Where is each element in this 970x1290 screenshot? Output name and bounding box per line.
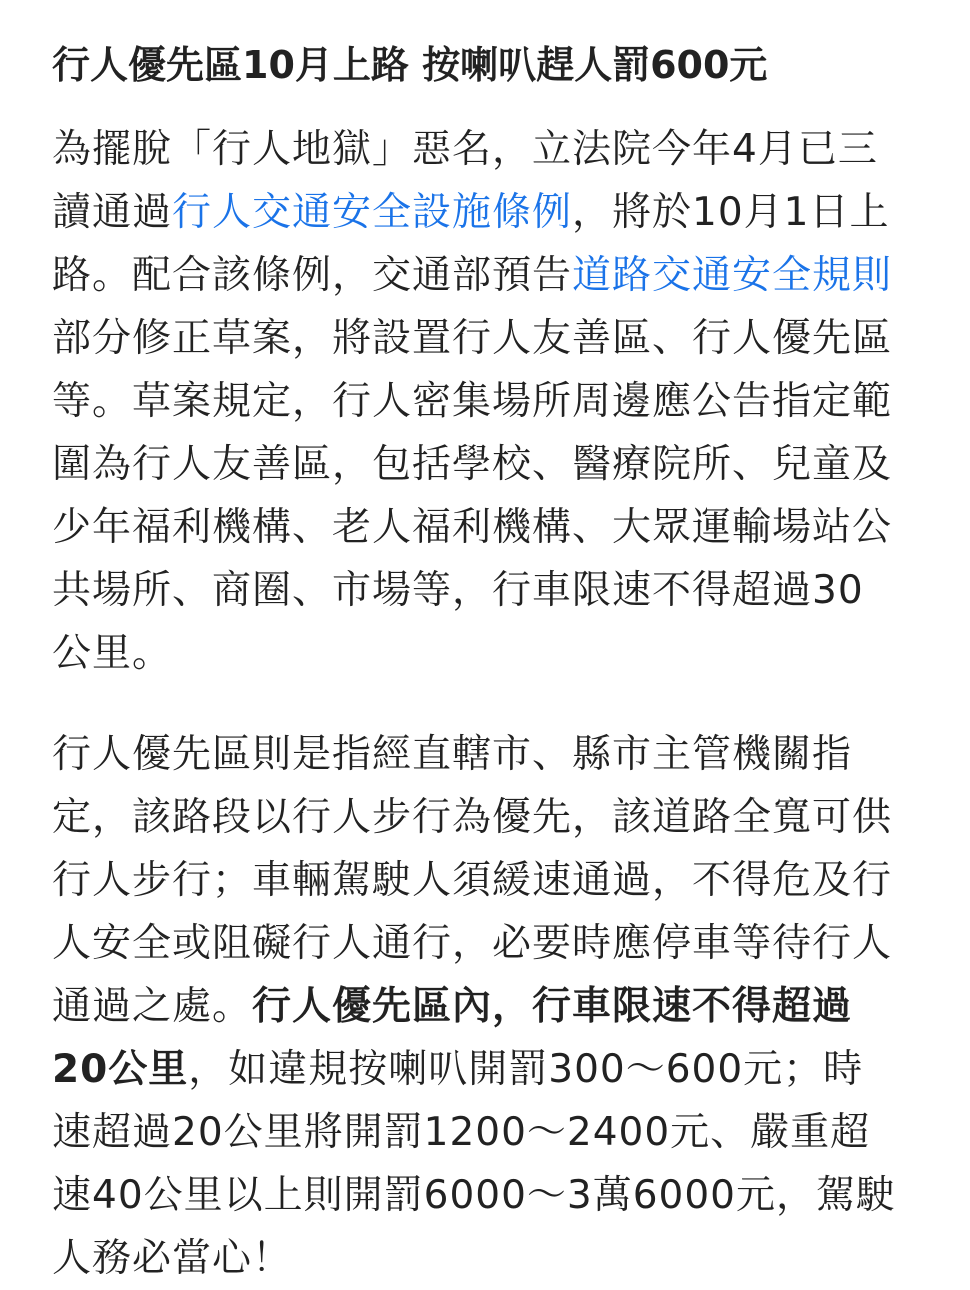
article-paragraph-1 <box>52 118 898 685</box>
paragraph-text: 為擺脫「行人地獄」惡名，立法院今年4月已三讀通過 <box>52 127 878 235</box>
article-title: 行人優先區10月上路 按喇叭趕人罰600元 <box>52 43 768 87</box>
article-paragraph-2 <box>52 723 898 1290</box>
speed-limit-highlight: 行人優先區內，行車限速不得超過20公里 <box>52 984 853 1092</box>
link-pedestrian-safety-act[interactable]: 行人交通安全設施條例 <box>172 190 573 235</box>
link-road-traffic-safety-rules[interactable]: 道路交通安全規則 <box>572 253 893 298</box>
paragraph-text: ，如違規按喇叭開罰300～600元；時速超過20公里將開罰1200～2400元、嚴重超速40公里以上則開罰6000～3萬6000元，駕駛人務必當心！ <box>52 1047 896 1281</box>
paragraph-text: ，將於10月1日上路。配合該條例，交通部預告 <box>52 190 890 298</box>
paragraph-text: 行人優先區則是指經直轄市、縣市主管機關指定，該路段以行人步行為優先，該道路全寬可供行人步行；車輛駕駛人須緩速通過，不得危及行人安全或阻礙行人通行，必要時應停車等待行人通過之處。 <box>52 732 893 1029</box>
paragraph-text: 部分修正草案，將設置行人友善區、行人優先區等。草案規定，行人密集場所周邊應公告指定範圍為行人友善區，包括學校、醫療院所、兒童及少年福利機構、老人福利機構、大眾運輸場站公共場所、商圈、市場等，行車限速不得超過30公里。 <box>52 316 893 676</box>
